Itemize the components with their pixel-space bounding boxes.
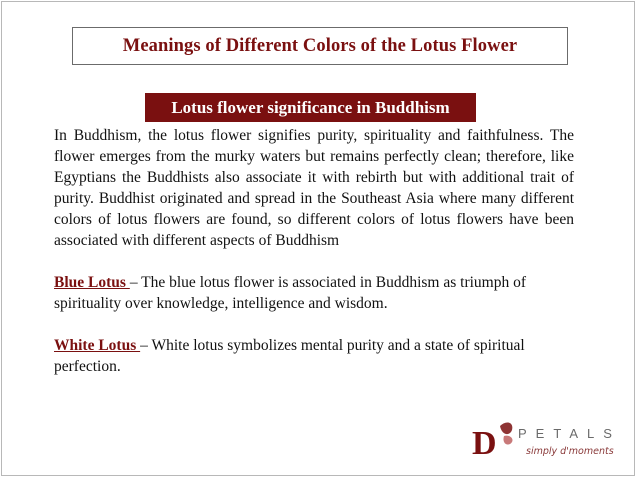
slide-subtitle: Lotus flower significance in Buddhism (171, 97, 450, 117)
logo-tagline: simply d'moments (526, 446, 614, 457)
slide-title: Meanings of Different Colors of the Lotus Flower (122, 35, 518, 56)
title-box (72, 27, 568, 65)
white-lotus-term: White Lotus (54, 337, 141, 354)
blue-lotus-term: Blue Lotus (54, 274, 130, 291)
slide-content (54, 125, 574, 377)
petals-logo (470, 418, 620, 466)
white-lotus-text: – White lotus symbolizes mental purity and a state of spiritual perfection. (54, 337, 525, 375)
petals-logo-icon (470, 418, 520, 464)
subtitle-banner (145, 93, 476, 122)
intro-paragraph: In Buddhism, the lotus flower signifies purity, spirituality and faithfulness. The flower emerges from the murky waters but remains perfectly clean; therefore, like Egyptians the Buddhists also associate it with rebirth but with additional trait of purity. Buddhist originated and spread in the Southeast Asia where many different colors of lotus flowers are found, so different colors of lotus flowers have been associated with different aspects of Buddhism (54, 127, 574, 249)
blue-lotus-text: – The blue lotus flower is associated in Buddhism as triumph of spirituality over knowledge, intelligence and wisdom. (54, 274, 527, 312)
white-lotus-paragraph (54, 335, 574, 377)
logo-letter: D (472, 425, 497, 462)
logo-wordmark: PETALS (518, 426, 621, 441)
blue-lotus-paragraph (54, 272, 574, 314)
